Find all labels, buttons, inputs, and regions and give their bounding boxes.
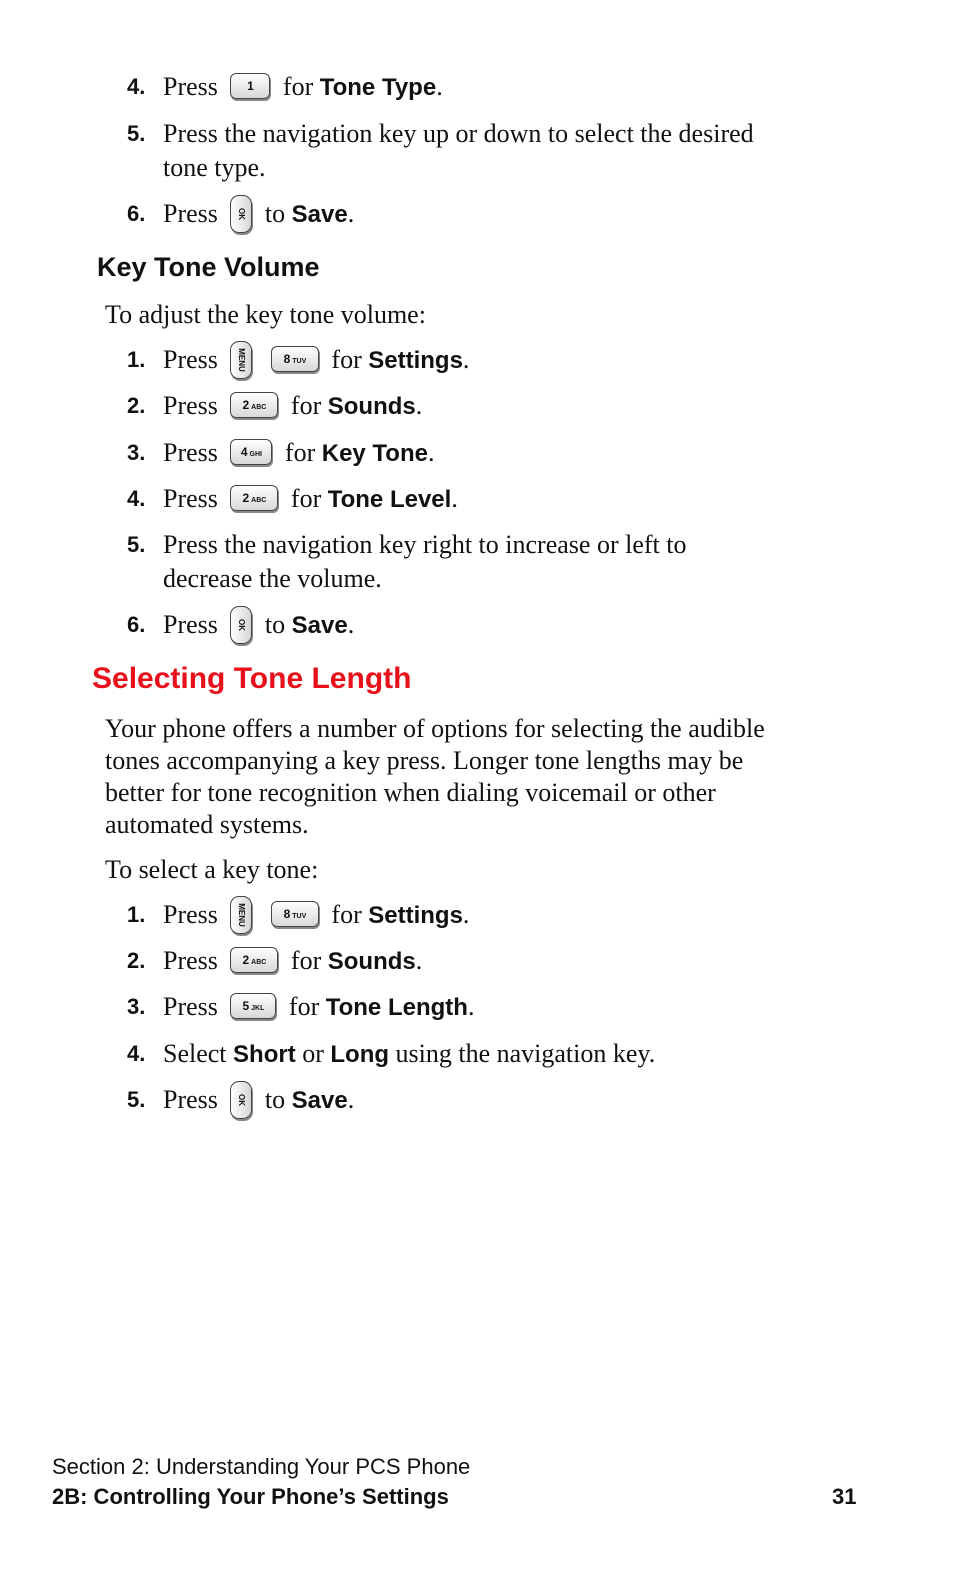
step-number: 4.	[127, 74, 146, 99]
step-text-line: Press the navigation key right to increase or left to	[163, 530, 687, 559]
step-suffix: using the navigation key.	[395, 1039, 656, 1068]
step-text	[163, 389, 422, 424]
step-number: 2.	[127, 393, 146, 418]
step-verb: Press	[163, 484, 218, 513]
step-number: 5.	[127, 121, 146, 146]
key-2-icon: 2 ABC	[230, 485, 278, 511]
page-number: 31	[832, 1484, 857, 1509]
step-text	[163, 1037, 655, 1072]
step-verb: Press	[163, 1085, 218, 1114]
step-number: 1.	[127, 347, 146, 372]
step-connector: or	[302, 1039, 324, 1068]
menu-option-label: Tone Length	[325, 994, 468, 1021]
step-verb: Press	[163, 345, 218, 374]
menu-option-label: Key Tone	[321, 440, 428, 467]
step-punctuation: .	[462, 900, 470, 929]
step-text	[163, 482, 458, 517]
step-verb: Press	[163, 946, 218, 975]
step-number: 3.	[127, 440, 146, 465]
step-verb: Press	[163, 391, 218, 420]
menu-key-icon: MENU	[230, 896, 252, 934]
key-8-icon: 8 TUV	[271, 901, 319, 927]
step-text	[163, 197, 354, 235]
step-verb: Press	[163, 610, 218, 639]
section-intro: To select a key tone:	[105, 855, 319, 884]
step-connector: for	[290, 484, 322, 513]
key-2-icon: 2 ABC	[230, 947, 278, 973]
step-text	[163, 343, 469, 381]
section-paragraph	[105, 713, 845, 841]
step-connector: to	[264, 610, 286, 639]
menu-option-label: Settings	[368, 902, 463, 929]
step-punctuation: .	[462, 345, 470, 374]
footer-chapter: 2B: Controlling Your Phone’s Settings	[52, 1484, 449, 1509]
step-punctuation: .	[467, 992, 475, 1021]
step-punctuation: .	[347, 610, 355, 639]
step-connector: to	[264, 1085, 286, 1114]
step-connector: for	[331, 900, 362, 929]
step-verb: Press	[163, 72, 218, 101]
step-text	[163, 898, 469, 936]
step-connector: for	[282, 72, 314, 101]
step-text-line: decrease the volume.	[163, 564, 382, 593]
menu-option-label: Settings	[368, 347, 463, 374]
step-punctuation: .	[436, 72, 443, 101]
step-punctuation: .	[451, 484, 458, 513]
step-number: 4.	[127, 1041, 146, 1066]
step-verb: Press	[163, 992, 218, 1021]
step-number: 3.	[127, 994, 146, 1019]
step-verb: Select	[163, 1039, 227, 1068]
key-8-icon: 8 TUV	[271, 346, 319, 372]
step-connector: to	[264, 199, 286, 228]
step-connector: for	[290, 391, 322, 420]
key-2-icon: 2 ABC	[230, 392, 278, 418]
menu-option-label: Sounds	[327, 393, 416, 420]
menu-option-label: Tone Level	[327, 486, 452, 513]
paragraph-line: better for tone recognition when dialing voicemail or other	[105, 778, 716, 807]
step-text-line: tone type.	[163, 153, 266, 182]
step-number: 6.	[127, 612, 146, 637]
menu-option-label: Save	[291, 1087, 348, 1114]
step-number: 4.	[127, 486, 146, 511]
step-punctuation: .	[415, 946, 423, 975]
menu-option-label: Sounds	[327, 948, 416, 975]
section-intro: To adjust the key tone volume:	[105, 300, 426, 329]
step-text	[163, 70, 443, 105]
step-number: 6.	[127, 201, 146, 226]
ok-key-icon: OK	[230, 606, 252, 644]
key-5-icon: 5 JKL	[230, 993, 276, 1019]
ok-key-icon: OK	[230, 195, 252, 233]
step-text	[163, 1083, 354, 1121]
step-text	[163, 608, 354, 646]
menu-option-label: Save	[291, 612, 348, 639]
key-4-icon: 4 GHI	[230, 439, 272, 465]
step-number: 5.	[127, 532, 146, 557]
step-text	[163, 436, 434, 471]
key-1-icon: 1	[230, 73, 270, 99]
step-connector: for	[331, 345, 362, 374]
paragraph-line: automated systems.	[105, 810, 309, 839]
menu-key-icon: MENU	[230, 341, 252, 379]
step-number: 5.	[127, 1087, 146, 1112]
step-punctuation: .	[427, 438, 435, 467]
step-connector: for	[290, 946, 322, 975]
option-short-label: Short	[233, 1041, 296, 1068]
step-text-line: Press the navigation key up or down to select the desired	[163, 119, 754, 148]
step-punctuation: .	[347, 199, 355, 228]
step-number: 1.	[127, 902, 146, 927]
paragraph-line: Your phone offers a number of options for selecting the audible	[105, 714, 765, 743]
section-heading: Key Tone Volume	[97, 252, 320, 282]
step-punctuation: .	[415, 391, 423, 420]
section-title: Selecting Tone Length	[92, 662, 412, 695]
step-verb: Press	[163, 900, 218, 929]
step-connector: for	[288, 992, 320, 1021]
step-number: 2.	[127, 948, 146, 973]
ok-key-icon: OK	[230, 1081, 252, 1119]
step-connector: for	[284, 438, 316, 467]
menu-option-label: Tone Type	[319, 74, 437, 101]
paragraph-line: tones accompanying a key press. Longer tone lengths may be	[105, 746, 744, 775]
step-text	[163, 944, 422, 979]
option-long-label: Long	[330, 1041, 390, 1068]
step-punctuation: .	[347, 1085, 355, 1114]
step-verb: Press	[163, 199, 218, 228]
menu-option-label: Save	[291, 201, 348, 228]
step-text	[163, 990, 474, 1025]
step-verb: Press	[163, 438, 218, 467]
footer-section: Section 2: Understanding Your PCS Phone	[52, 1454, 471, 1479]
